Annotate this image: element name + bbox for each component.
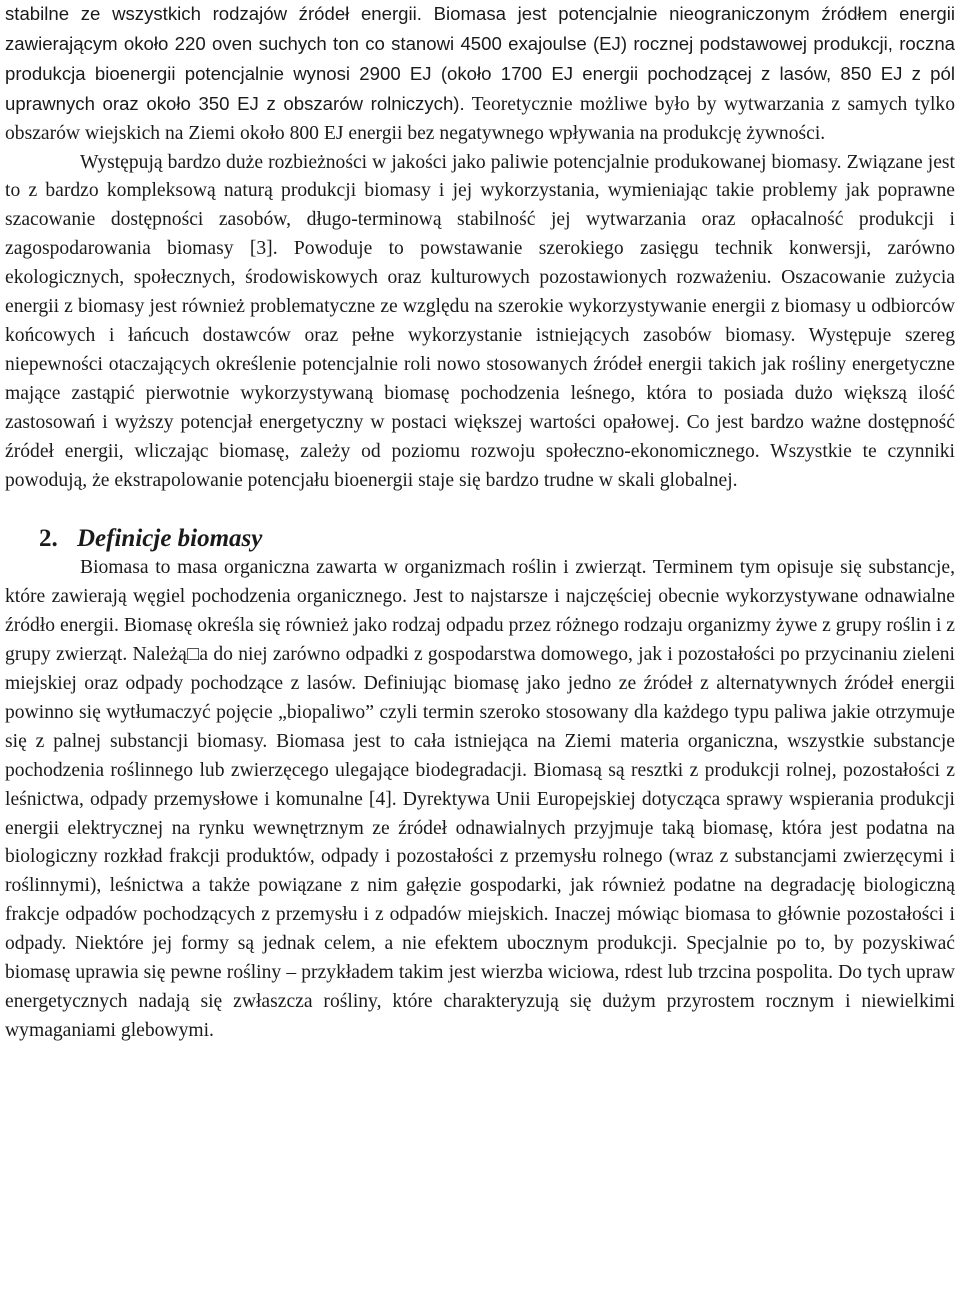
section-number: 2. (39, 525, 58, 553)
paragraph-definition: Biomasa to masa organiczna zawarta w organizmach roślin i zwierząt. Terminem tym opisuje się substancje, które zawierają węgiel pochodzenia organicznego. Jest to najstarsze i najczęściej obecnie wykorzystywane odnawialne źródło energii. Biomasę określa się również jako rodzaj odpadu przez różnego rodzaju organizmy żywe z grupy roślin i z grupy zwierząt. Należą□a do niej zarówno odpadki z gospodarstwa domowego, jak i pozostałości po przycinaniu zieleni miejskiej oraz odpady pochodzące z lasów. Definiując biomasę jako jedno ze źródeł z alternatywnych źródeł energii powinno się wytłumaczyć pojęcie „biopaliwo” czyli termin szeroko stosowany dla każdego typu paliwa jakie otrzymuje się z palnej substancji biomasy. Biomasa jest to cała istniejąca na Ziemi materia organiczna, wszystkie substancje pochodzenia roślinnego lub zwierzęcego ulegające biodegradacji. Biomasą są resztki z produkcji rolnej, pozostałości z leśnictwa, odpady przemysłowe i komunalne [4]. Dyrektywa Unii Europejskiej dotycząca sprawy wspierania produkcji energii elektrycznej na rynku wewnętrznym ze źródeł odnawialnych przyjmuje taką biomasę, która jest podatna na biologiczny rozkład frakcji produktów, odpady i pozostałości z przemysłu rolnego (wraz z substancjami zwierzęcymi i roślinnymi), leśnictwa a także powiązane z nim gałęzie gospodarki, jak również podatne na degradację biologiczną frakcje odpadów pochodzących z przemysłu i z odpadów miejskich. Inaczej mówiąc biomasa to głównie pozostałości i odpady. Niektóre jej formy są jednak celem, a nie efektem ubocznym produkcji. Specjalnie po to, by pozyskiwać biomasę uprawia się pewne rośliny – przykładem takim jest wierzba wiciowa, rdest lub trzcina pospolita. Do tych upraw energetycznych nadają się zwłaszcza rośliny, które charakteryzują się dużym przyrostem rocznym i niewielkimi wymaganiami glebowymi. (5, 557, 955, 1041)
paragraph-potential-serif-text: Teoretycznie możliwe było by wytwarzania z samych tylko obszarów wiejskich na Ziemi około 800 EJ energii bez negatywnego wpływania na produkcję żywności. (5, 93, 955, 144)
document-page (5, 0, 955, 1046)
section-heading (5, 524, 955, 554)
paragraph-potential-sans-text: stabilne ze wszystkich rodzajów źródeł energii. Biomasa jest potencjalnie nieograniczonym źródłem energii zawierającym około 220 oven suchych ton co stanowi 4500 exajoulse (EJ) rocznej podstawowej produkcji, roczna produkcja bioenergii potencjalnie wynosi 2900 EJ (około 1700 EJ energii pochodzącej z lasów, 850 EJ z pól uprawnych oraz około 350 EJ z obszarów rolniczych). (5, 3, 955, 114)
spacer (5, 495, 955, 524)
paragraph-potential (5, 0, 955, 149)
section-title: Definicje biomasy (77, 525, 263, 553)
paragraph-discrepancies: Występują bardzo duże rozbieżności w jakości jako paliwie potencjalnie produkowanej biomasy. Związane jest to z bardzo kompleksową naturą produkcji biomasy i jej wykorzystania, wymieniając takie problemy jak poprawne szacowanie dostępności zasobów, długo-terminową stabilność jej wytwarzania oraz opłacalność produkcji i zagospodarowania biomasy [3]. Powoduje to powstawanie szerokiego zasięgu technik konwersji, zarówno ekologicznych, społecznych, środowiskowych oraz kulturowych pozostawionych rozważeniu. Oszacowanie zużycia energii z biomasy jest również problematyczne ze względu na szerokie wykorzystywanie energii z biomasy u odbiorców końcowych i łańcuch dostawców oraz pełne wykorzystanie istniejących zasobów biomasy. Występuje szereg niepewności otaczających określenie potencjalnie roli nowo stosowanych źródeł energii takich jak rośliny energetyczne mające zastąpić pierwotnie wykorzystywaną biomasę pochodzenia leśnego, która to posiada dużo większą ilość zastosowań i wyższy potencjał energetyczny w postaci większej wartości opałowej. Co jest bardzo ważne dostępność źródeł energii, wliczając biomasę, zależy od poziomu rozwoju społeczno-ekonomicznego. Wszystkie te czynniki powodują, że ekstrapolowanie potencjału bioenergii staje się bardzo trudne w skali globalnej. (5, 151, 955, 491)
